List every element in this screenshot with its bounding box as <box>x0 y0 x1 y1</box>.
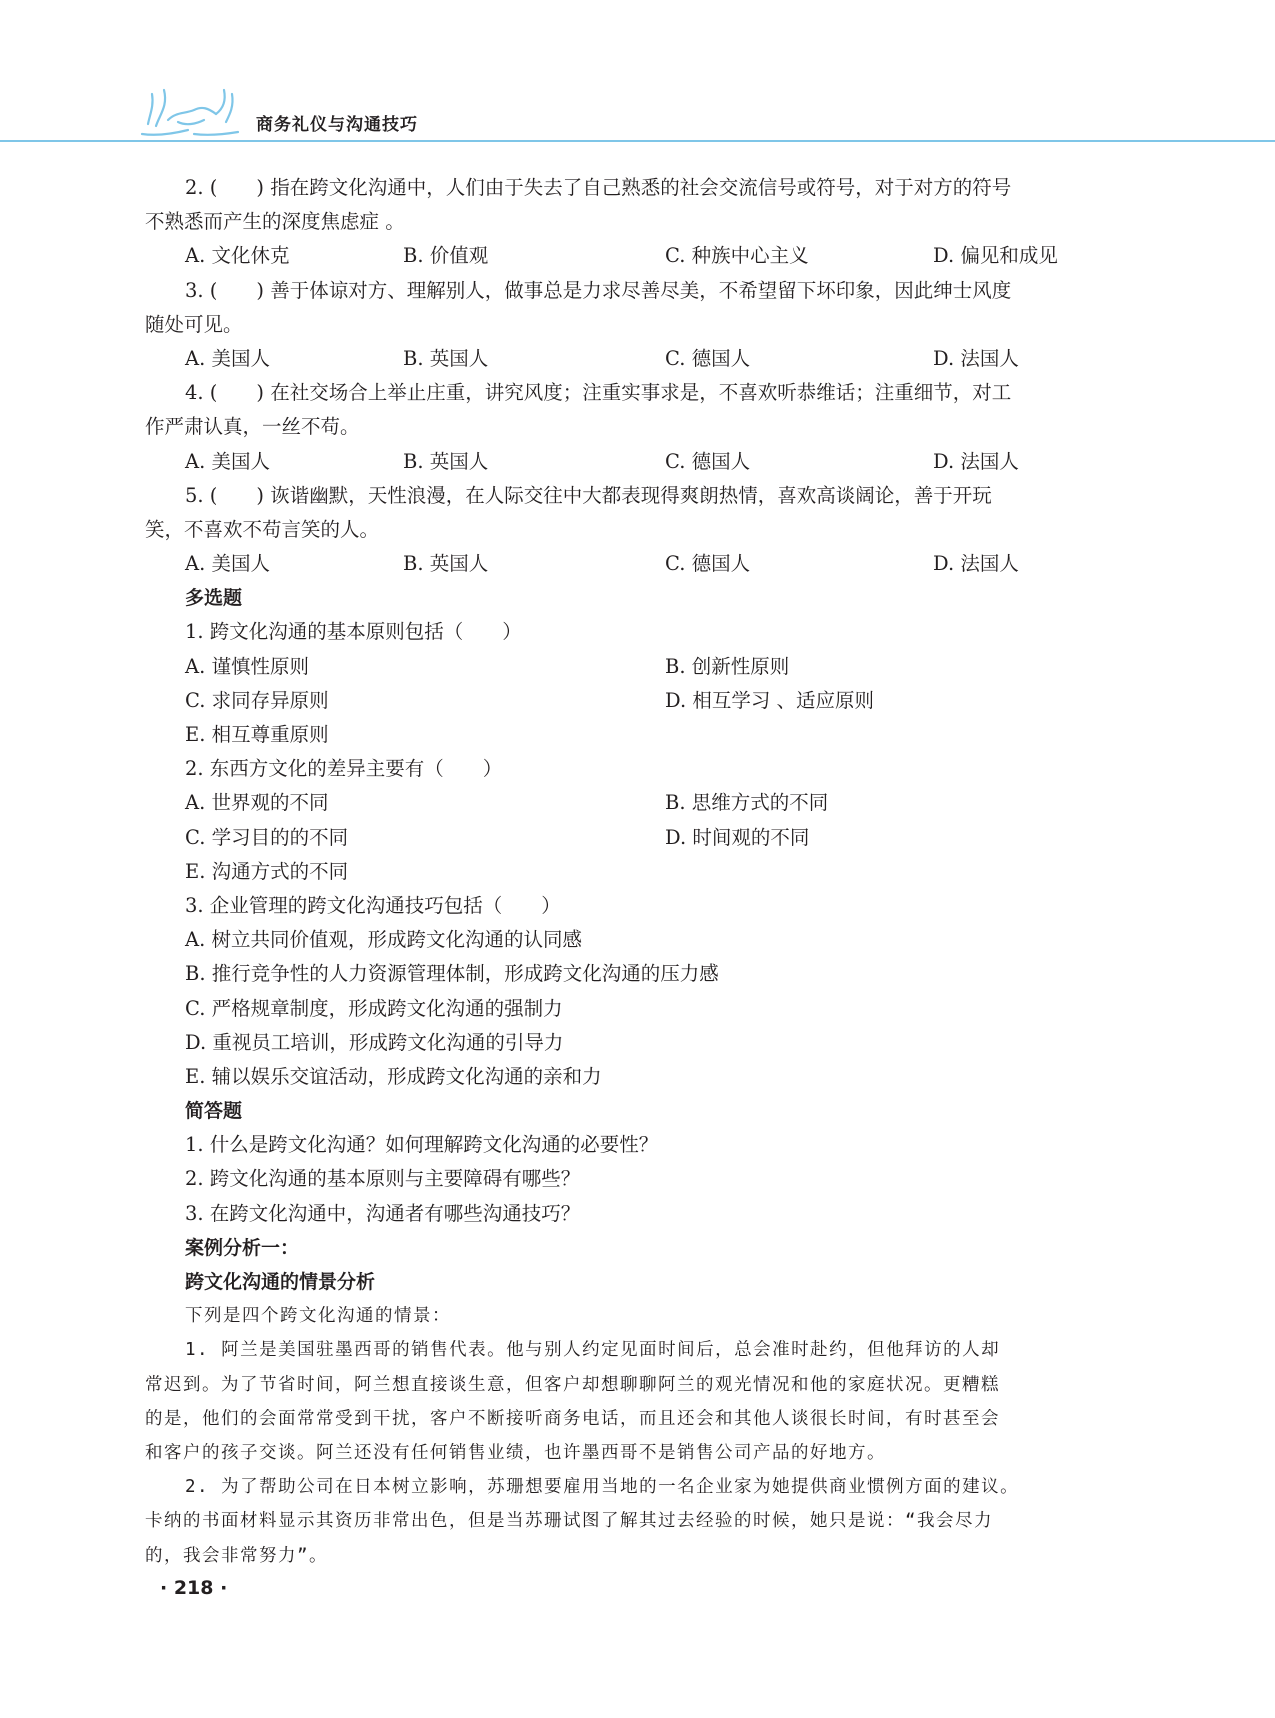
question-stem: 4. ( ) 在社交场合上举止庄重，讲究风度；注重实事求是，不喜欢听恭维话；注重细节，对工 <box>185 381 1012 405</box>
short-answer-item: 1. 什么是跨文化沟通？如何理解跨文化沟通的必要性？ <box>185 1133 659 1157</box>
option-row <box>145 342 1135 376</box>
handshake-logo-icon <box>138 84 242 140</box>
case-heading: 案例分析一： <box>185 1236 300 1259</box>
short-answer-item: 2. 跨文化沟通的基本原则与主要障碍有哪些？ <box>185 1167 581 1191</box>
option-c: C. 严格规章制度，形成跨文化沟通的强制力 <box>185 996 563 1020</box>
case-subheading: 跨文化沟通的情景分析 <box>185 1271 376 1293</box>
option-c: C. 德国人 <box>665 449 751 473</box>
option-d: D. 法国人 <box>933 346 1019 370</box>
option-b: B. 英国人 <box>403 346 489 370</box>
option-a: A. 美国人 <box>185 346 270 370</box>
question-stem-cont: 作严肃认真，一丝不苟。 <box>145 415 360 439</box>
section-heading-multi: 多选题 <box>185 587 243 610</box>
header-divider <box>0 140 1275 142</box>
option-row <box>145 684 1135 718</box>
option-c: C. 德国人 <box>665 552 751 576</box>
case-intro: 下列是四个跨文化沟通的情景： <box>185 1306 451 1327</box>
question-stem: 1. 跨文化沟通的基本原则包括（ ） <box>185 620 522 644</box>
case-paragraph-line: 常迟到。为了节省时间，阿兰想直接谈生意，但客户却想聊聊阿兰的观光情况和他的家庭状况。更糟糕 <box>145 1374 1000 1395</box>
page-header <box>0 0 1275 145</box>
case-paragraph-line: 的是，他们的会面常常受到干扰，客户不断接听商务电话，而且还会和其他人谈很长时间，有时甚至会 <box>145 1408 1000 1429</box>
option-row <box>145 239 1135 273</box>
header-title: 商务礼仪与沟通技巧 <box>256 115 418 135</box>
section-heading-short: 简答题 <box>185 1100 243 1123</box>
question-stem: 2. ( ) 指在跨文化沟通中，人们由于失去了自己熟悉的社会交流信号或符号，对于对方的符号 <box>185 176 1012 199</box>
option-c: C. 求同存异原则 <box>185 688 329 712</box>
option-b: B. 英国人 <box>403 449 489 473</box>
option-b: B. 价值观 <box>403 244 489 268</box>
question-stem-cont: 笑，不喜欢不苟言笑的人。 <box>145 517 380 541</box>
case-paragraph-line: 1. 阿兰是美国驻墨西哥的销售代表。他与别人约定见面时间后，总会准时赴约，但他拜访的人却 <box>185 1340 1001 1361</box>
option-d: D. 相互学习 、适应原则 <box>665 688 875 712</box>
option-d: D. 重视员工培训，形成跨文化沟通的引导力 <box>185 1030 564 1054</box>
question-stem: 5. ( ) 诙谐幽默，天性浪漫，在人际交往中大都表现得爽朗热情，喜欢高谈阔论，善于开玩 <box>185 483 992 507</box>
option-b: B. 思维方式的不同 <box>665 791 829 815</box>
question-stem: 3. 企业管理的跨文化沟通技巧包括（ ） <box>185 893 561 917</box>
option-d: D. 偏见和成见 <box>933 244 1058 268</box>
option-b: B. 英国人 <box>403 552 489 576</box>
question-stem: 2. 东西方文化的差异主要有（ ） <box>185 757 503 781</box>
option-a: A. 文化休克 <box>185 244 290 268</box>
option-row <box>145 650 1135 684</box>
option-row <box>145 547 1135 581</box>
page-number: · 218 · <box>160 1577 228 1599</box>
option-a: A. 世界观的不同 <box>185 791 329 815</box>
option-b: B. 推行竞争性的人力资源管理体制，形成跨文化沟通的压力感 <box>185 962 719 986</box>
option-a: A. 谨慎性原则 <box>185 654 309 678</box>
option-d: D. 时间观的不同 <box>665 825 810 849</box>
option-e: E. 沟通方式的不同 <box>185 859 349 883</box>
option-a: A. 树立共同价值观，形成跨文化沟通的认同感 <box>185 928 582 952</box>
short-answer-item: 3. 在跨文化沟通中，沟通者有哪些沟通技巧？ <box>185 1201 581 1225</box>
case-paragraph-line: 和客户的孩子交谈。阿兰还没有任何销售业绩，也许墨西哥不是销售公司产品的好地方。 <box>145 1442 886 1463</box>
page-content <box>145 171 1135 1573</box>
option-row <box>145 786 1135 820</box>
option-a: A. 美国人 <box>185 449 270 473</box>
option-c: C. 学习目的的不同 <box>185 825 349 849</box>
option-a: A. 美国人 <box>185 552 270 576</box>
question-stem: 3. ( ) 善于体谅对方、理解别人，做事总是力求尽善尽美，不希望留下坏印象，因此绅士风度 <box>185 278 1012 302</box>
option-c: C. 德国人 <box>665 346 751 370</box>
case-paragraph-line: 的，我会非常努力”。 <box>145 1545 329 1566</box>
question-stem-cont: 随处可见。 <box>145 312 243 336</box>
option-b: B. 创新性原则 <box>665 654 790 678</box>
option-e: E. 相互尊重原则 <box>185 723 329 746</box>
case-paragraph-line: 2. 为了帮助公司在日本树立影响，苏珊想要雇用当地的一名企业家为她提供商业惯例方面的建议。 <box>185 1477 1020 1498</box>
option-e: E. 辅以娱乐交谊活动，形成跨文化沟通的亲和力 <box>185 1064 602 1088</box>
case-paragraph-line: 卡纳的书面材料显示其资历非常出色，但是当苏珊试图了解其过去经验的时候，她只是说：“我会尽力 <box>145 1511 994 1532</box>
option-row <box>145 445 1135 479</box>
option-c: C. 种族中心主义 <box>665 244 809 268</box>
option-d: D. 法国人 <box>933 449 1019 473</box>
option-row <box>145 821 1135 855</box>
option-d: D. 法国人 <box>933 552 1019 576</box>
question-stem-cont: 不熟悉而产生的深度焦虑症 。 <box>145 210 405 234</box>
